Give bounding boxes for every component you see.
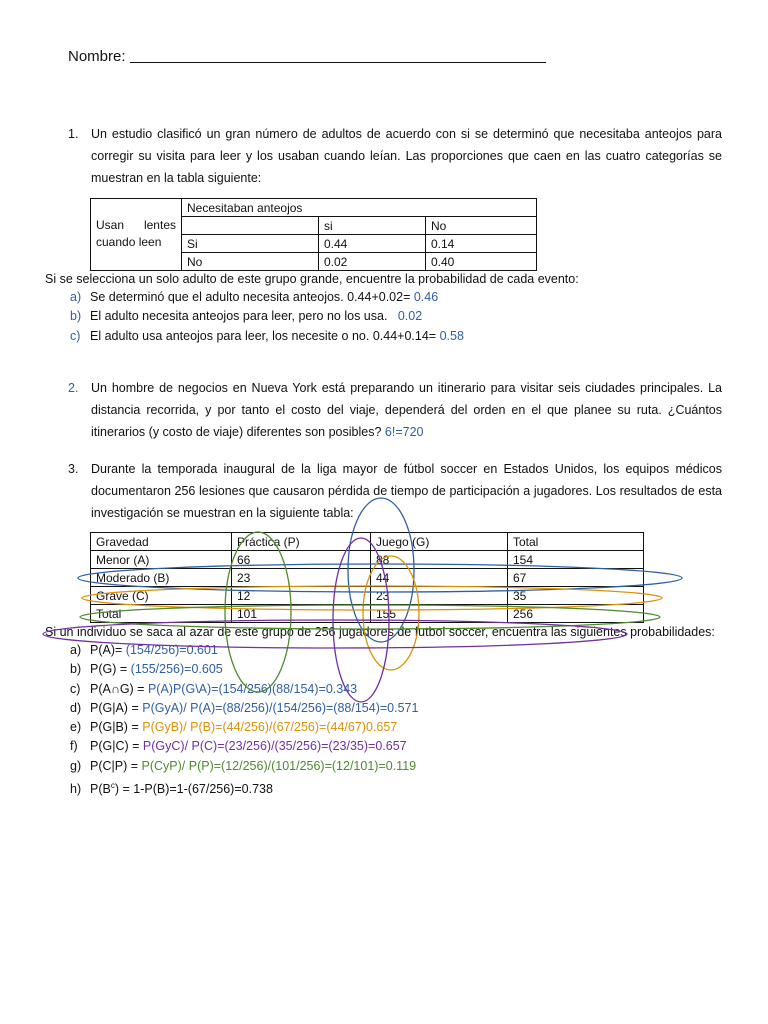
- question-number: 3.: [68, 462, 79, 476]
- col-header-si: si: [319, 217, 426, 235]
- table-row: [91, 569, 644, 587]
- question-body: Un hombre de negocios en Nueva York está preparando un itinerario para visitar seis ciudades principales. La distancia recorrida, y por tanto el costo del viaje, dependerá del orden en el que planee su ruta. ¿Cuántos itinerarios (y costo de viaje) diferentes son posibles?: [91, 381, 722, 439]
- table-header-row: [91, 533, 644, 551]
- item-label: b): [70, 309, 82, 324]
- list-item: [70, 641, 418, 660]
- item-question: P(A)=: [90, 643, 123, 657]
- complement-superscript: c: [110, 781, 115, 791]
- row-label: Total: [91, 605, 232, 623]
- item-answer: 0.46: [413, 290, 439, 304]
- cell-value: 0.02: [319, 253, 426, 271]
- list-item: [70, 718, 418, 737]
- item-text: El adulto usa anteojos para leer, los necesite o no. 0.44+0.14=: [90, 328, 437, 343]
- question-1-items: [70, 288, 464, 346]
- table-row: [91, 551, 644, 569]
- cell-value: 12: [232, 587, 371, 605]
- cell-value: 0.40: [426, 253, 537, 271]
- item-question: P(G|B) =: [90, 720, 139, 735]
- list-item: [70, 327, 464, 346]
- cell-value: 88: [371, 551, 508, 569]
- row-group-label: Usan lentes cuando leen: [91, 217, 182, 271]
- col-header-no: No: [426, 217, 537, 235]
- cell-value: 0.44: [319, 235, 426, 253]
- question-2: [68, 377, 722, 443]
- item-answer: ) = 1-P(B)=1-(67/256)=0.738: [114, 782, 273, 797]
- table-header: Necesitaban anteojos: [182, 199, 537, 217]
- question-answer: 6!=720: [384, 425, 424, 439]
- item-label: c): [70, 681, 81, 696]
- cell-value: 154: [508, 551, 644, 569]
- table-row: [91, 587, 644, 605]
- item-label: f): [70, 739, 78, 754]
- item-label: a): [70, 290, 82, 304]
- col-header: Total: [508, 533, 644, 551]
- cell-value: 35: [508, 587, 644, 605]
- glasses-table: [90, 198, 537, 271]
- item-question: P(G) =: [90, 662, 128, 677]
- item-answer: (155/256)=0.605: [130, 662, 223, 677]
- item-question: P(C|P) =: [90, 758, 139, 773]
- item-text: El adulto necesita anteojos para leer, pero no los usa.: [90, 309, 388, 324]
- name-label: Nombre:: [68, 48, 126, 65]
- cell-value: 23: [232, 569, 371, 587]
- col-header: Gravedad: [91, 533, 232, 551]
- item-answer: P(GyC)/ P(C)=(23/256)/(35/256)=(23/35)=0.657: [142, 739, 407, 754]
- question-number: 1.: [68, 127, 79, 141]
- list-item: [70, 307, 464, 326]
- item-label: c): [70, 328, 81, 343]
- question-3: [68, 458, 722, 524]
- cell-value: 0.14: [426, 235, 537, 253]
- item-question: P(G|A) =: [90, 700, 139, 715]
- cell-value: 23: [371, 587, 508, 605]
- list-item: [70, 737, 418, 756]
- col-header: Práctica (P): [232, 533, 371, 551]
- item-label: h): [70, 782, 82, 797]
- question-text: Durante la temporada inaugural de la liga mayor de fútbol soccer en Estados Unidos, los equipos médicos documentaron 256 lesiones que causaron pérdida de tiempo de participación a jugadores. Los resultados de esta investigación se muestran en la siguiente tabla:: [91, 462, 722, 520]
- item-question: P(B: [90, 782, 111, 797]
- list-item: [70, 776, 418, 795]
- list-item: [70, 680, 418, 699]
- name-blank-line: [130, 45, 546, 63]
- question-text: Un estudio clasificó un gran número de adultos de acuerdo con si se determinó que necesitaba anteojos para corregir su visita para leer y los usaban cuando leían. Las proporciones que caen en las cuatro categorías se muestran en la tabla siguiente:: [91, 127, 722, 185]
- item-answer: 0.02: [397, 309, 423, 324]
- question-1-prompt: Si se selecciona un solo adulto de este grupo grande, encuentre la probabilidad de cada evento:: [45, 272, 579, 286]
- item-text: Se determinó que el adulto necesita anteojos. 0.44+0.02=: [90, 290, 411, 304]
- item-answer: P(A)P(G\A)=(154/256)(88/154)=0.343: [147, 681, 358, 696]
- list-item: [70, 660, 418, 679]
- cell-value: 66: [232, 551, 371, 569]
- question-number: 2.: [68, 381, 79, 395]
- list-item: [70, 757, 418, 776]
- row-label: Menor (A): [91, 551, 232, 569]
- row-label: Si: [182, 235, 319, 253]
- item-answer: P(GyB)/ P(B)=(44/256)/(67/256)=(44/67)0.657: [142, 720, 398, 735]
- table-row: [91, 605, 644, 623]
- item-label: a): [70, 643, 82, 657]
- row-label: Moderado (B): [91, 569, 232, 587]
- list-item: [70, 288, 464, 307]
- cell-value: 155: [371, 605, 508, 623]
- injuries-table: [90, 532, 644, 623]
- cell-value: 101: [232, 605, 371, 623]
- item-answer: (154/256)=0.601: [125, 643, 218, 657]
- cell-value: 256: [508, 605, 644, 623]
- item-answer: 0.58: [439, 328, 464, 343]
- question-3-prompt: Si un individuo se saca al azar de este grupo de 256 jugadores de futbol soccer, encuentra las siguientes probabilidades:: [45, 625, 715, 639]
- name-field: [68, 48, 546, 66]
- col-header: Juego (G): [371, 533, 508, 551]
- row-label: Grave (C): [91, 587, 232, 605]
- question-3-items: [70, 641, 418, 795]
- empty-cell: [182, 217, 319, 235]
- item-question: P(G|C) =: [90, 739, 140, 754]
- item-label: b): [70, 662, 82, 677]
- item-answer: P(CyP)/ P(P)=(12/256)/(101/256)=(12/101)=0.119: [141, 758, 417, 773]
- question-1: [68, 123, 722, 189]
- cell-value: 44: [371, 569, 508, 587]
- question-text: [91, 377, 722, 443]
- table-corner: [91, 199, 182, 217]
- item-label: g): [70, 758, 82, 773]
- item-label: d): [70, 700, 82, 715]
- row-label: No: [182, 253, 319, 271]
- list-item: [70, 699, 418, 718]
- item-label: e): [70, 720, 82, 735]
- item-answer: P(GyA)/ P(A)=(88/256)/(154/256)=(88/154)=0.571: [142, 700, 419, 715]
- cell-value: 67: [508, 569, 644, 587]
- item-question: P(A∩G) =: [90, 681, 145, 696]
